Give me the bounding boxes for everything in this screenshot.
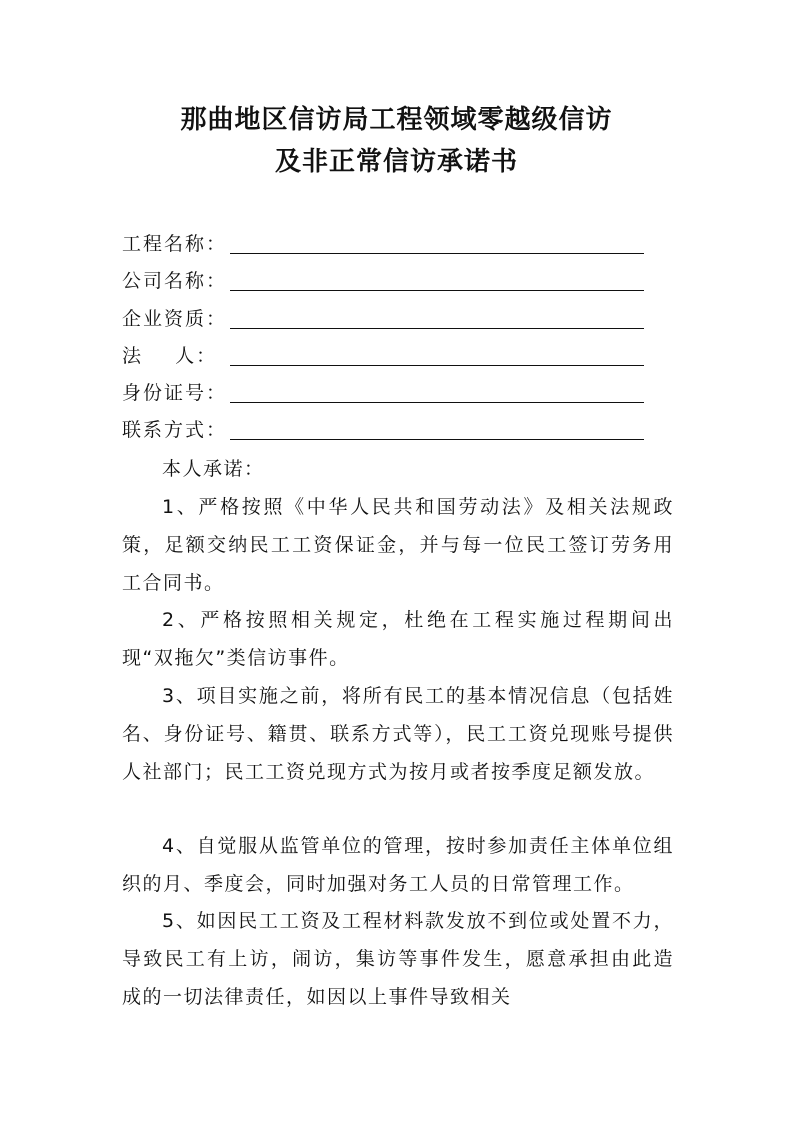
field-underline (230, 365, 644, 366)
promise-item-1: 1、严格按照《中华人民共和国劳动法》及相关法规政策，足额交纳民工工资保证金，并与每一位民工签订劳务用工合同书。 (122, 496, 674, 594)
field-qualification (122, 304, 644, 334)
field-underline (230, 253, 644, 254)
field-label: 工程名称： (122, 233, 228, 255)
field-contact (122, 415, 644, 445)
field-label: 法 人： (122, 345, 218, 367)
promise-intro: 本人承诺： (162, 458, 265, 480)
promise-item-2: 2、严格按照相关规定，杜绝在工程实施过程期间出现“双拖欠”类信访事件。 (122, 609, 674, 669)
field-underline (230, 402, 644, 403)
field-company-name (122, 266, 644, 296)
field-label: 企业资质： (122, 308, 228, 330)
field-label: 公司名称： (122, 270, 228, 292)
field-underline (230, 439, 644, 440)
field-underline (230, 328, 644, 329)
field-underline (230, 290, 644, 291)
promise-item-4: 4、自觉服从监管单位的管理，按时参加责任主体单位组织的月、季度会，同时加强对务工人员的日常管理工作。 (122, 835, 674, 895)
promise-item-3: 3、项目实施之前，将所有民工的基本情况信息（包括姓名、身份证号、籍贯、联系方式等），民工工资兑现账号提供人社部门；民工工资兑现方式为按月或者按季度足额发放。 (122, 685, 674, 783)
field-label: 身份证号： (122, 382, 228, 404)
field-label: 联系方式： (122, 419, 228, 441)
document-title-line1: 那曲地区信访局工程领域零越级信访 (180, 105, 613, 135)
document-title-line2: 及非正常信访承诺书 (274, 147, 518, 177)
field-id-number (122, 378, 644, 408)
field-project-name (122, 229, 644, 259)
field-legal-person (122, 341, 644, 371)
promise-item-5: 5、如因民工工资及工程材料款发放不到位或处置不力，导致民工有上访，闹访，集访等事件发生，愿意承担由此造成的一切法律责任，如因以上事件导致相关 (122, 910, 674, 1008)
